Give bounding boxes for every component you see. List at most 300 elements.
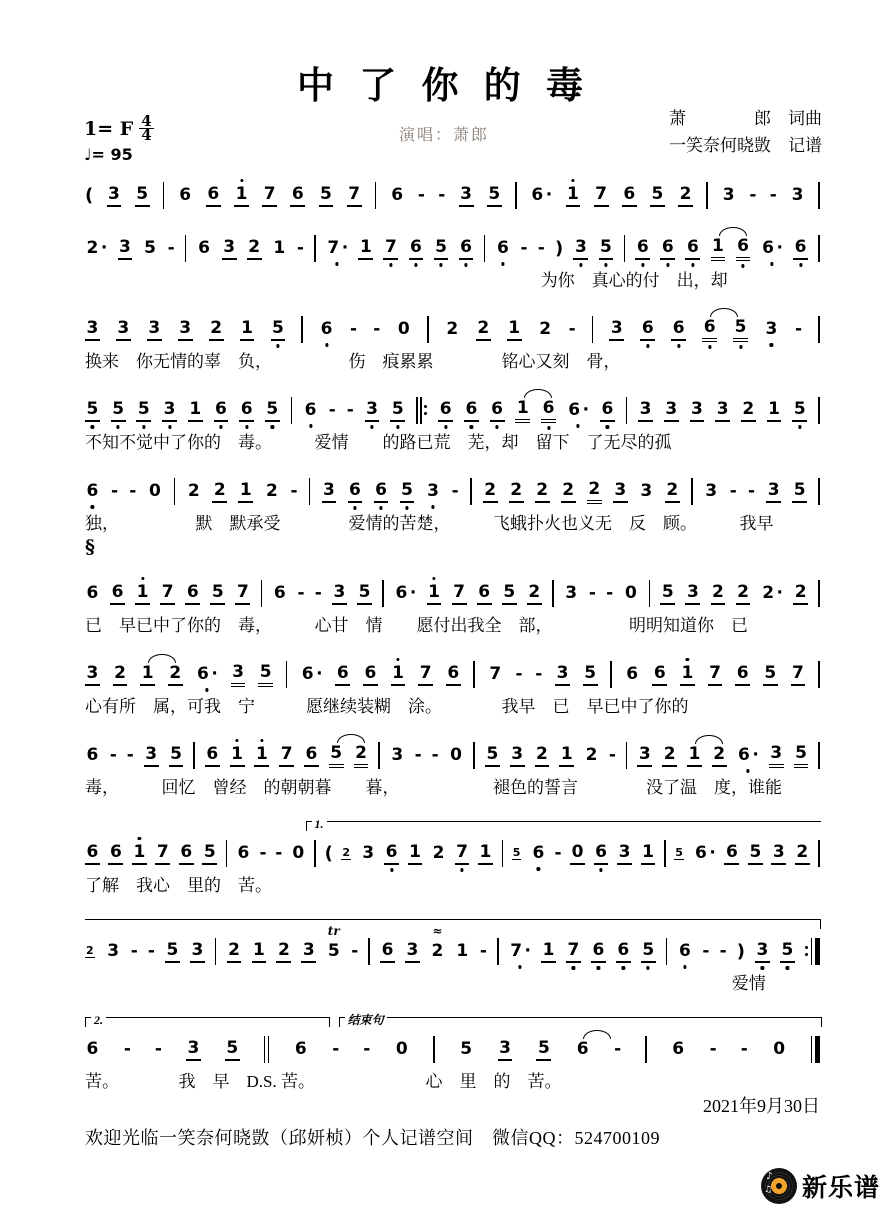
note-digit: 2: [168, 663, 183, 686]
barline: [610, 661, 612, 688]
note-digit: 6: [640, 318, 655, 341]
duration-dash: -: [520, 238, 528, 258]
note: [262, 184, 277, 207]
note-digit: 2: [247, 237, 262, 260]
note-digit: 3: [365, 399, 380, 422]
note: [214, 399, 229, 422]
note: [319, 319, 334, 340]
barline: [286, 661, 288, 688]
note: [573, 237, 588, 260]
note: [390, 399, 405, 422]
note-digit: 3: [427, 480, 439, 501]
note-digit: 6: [464, 399, 479, 422]
note-digit: 2: [712, 744, 727, 767]
note: [555, 663, 570, 686]
augmentation-dot: ·: [524, 940, 531, 961]
note-digit: 2: [793, 582, 808, 605]
note: [160, 582, 175, 605]
note: [155, 842, 170, 865]
note-digit: 2: [665, 480, 680, 503]
note: [374, 480, 389, 503]
note: [737, 745, 759, 766]
note: [464, 399, 479, 422]
note: [591, 940, 606, 963]
volta-bracket-row: [85, 917, 820, 932]
note: [225, 1038, 240, 1061]
duration-dash: -: [154, 1039, 162, 1059]
note-digit: 6: [738, 744, 750, 765]
note-digit: 3: [116, 318, 131, 341]
note: [326, 923, 341, 962]
note: [293, 1039, 308, 1060]
duration-dash: -: [346, 400, 354, 420]
note: [476, 318, 491, 341]
note-digit: 6: [179, 842, 194, 865]
barline-stroke: [382, 580, 384, 607]
logo-brand-text: 新乐谱: [801, 1173, 880, 1202]
note: [384, 842, 399, 865]
music-note-icon: ♫: [763, 1185, 773, 1195]
duration-dash: -: [109, 745, 117, 765]
barline: [805, 938, 820, 965]
note: [85, 318, 100, 341]
note-digit: 3: [322, 480, 337, 503]
barline-stroke: [185, 235, 187, 262]
barline-stroke: [416, 397, 418, 424]
note-digit: 5: [660, 582, 675, 605]
note: [329, 743, 344, 768]
barline: [433, 1036, 435, 1063]
note: [622, 184, 637, 207]
note: [390, 745, 405, 766]
note: [322, 480, 337, 503]
note-digit: 1: [427, 582, 442, 605]
grace-note: 2: [342, 846, 351, 859]
note-digit: 5: [111, 399, 126, 422]
barline-stroke: [664, 840, 666, 867]
note-digit: 2: [535, 480, 550, 503]
augmentation-dot: ·: [776, 582, 783, 603]
note: [240, 318, 255, 341]
barline: [818, 661, 820, 688]
note: [227, 940, 242, 963]
lyrics-line: 苦。 我 早 D.S. 苦。 心 里 的 苦。: [85, 1072, 562, 1091]
barline-stroke: [261, 580, 263, 607]
note: [769, 743, 784, 768]
note-digit: 6: [735, 663, 750, 686]
note: [660, 237, 675, 260]
note: [584, 745, 599, 766]
barline-stroke: [666, 938, 668, 965]
repeat-dots: [805, 946, 808, 956]
note: [326, 238, 348, 259]
note-digit: 5: [485, 744, 500, 767]
music-system-3: [85, 312, 820, 374]
trill-ornament: tr: [327, 923, 340, 938]
note-digit: 2: [585, 744, 598, 765]
note-digit: 6: [108, 842, 123, 865]
note-digit: 1: [273, 237, 286, 258]
note: [258, 662, 273, 687]
barline: [706, 182, 708, 209]
note: [483, 480, 498, 503]
transcription-date: 2021年9月30日: [703, 1096, 820, 1116]
note-digit: 3: [222, 237, 237, 260]
note-digit: 3: [771, 842, 786, 865]
music-system-8: [85, 738, 820, 800]
barline-stroke: [375, 182, 377, 209]
duration-dash: -: [363, 1039, 371, 1059]
grace-note: 2: [86, 944, 94, 957]
note: [570, 842, 585, 865]
tie-arc: [583, 1030, 611, 1039]
barline-stroke: [515, 182, 517, 209]
time-signature: [139, 112, 153, 144]
note: [438, 399, 453, 422]
note-digit: 1: [559, 744, 574, 767]
note-digit: 3: [664, 399, 679, 422]
note: [711, 236, 726, 261]
duration-dash: -: [451, 481, 459, 501]
note-digit: 3: [690, 399, 705, 422]
note-digit: 1: [767, 399, 782, 422]
barline-stroke: [818, 661, 820, 688]
note-digit: 1: [456, 940, 469, 961]
note-digit: 2: [483, 480, 498, 503]
note: [502, 582, 517, 605]
duration-dash: -: [431, 745, 439, 765]
note: [566, 184, 581, 207]
note-digit: 5: [136, 399, 151, 422]
barline: [664, 840, 666, 867]
note: [664, 399, 679, 422]
note: [144, 744, 159, 767]
note: [136, 399, 151, 422]
note-digit: 1: [541, 940, 556, 963]
barline: [427, 316, 429, 343]
tie-arc: [524, 389, 552, 398]
volta-bracket: [306, 817, 822, 831]
note: [617, 842, 632, 865]
note: [380, 940, 395, 963]
barline-stroke: [309, 478, 311, 505]
credit-transcriber: 一笑奈何晓敳 记谱: [669, 136, 822, 155]
duration-dash: -: [290, 481, 298, 501]
note-digit: 6: [702, 317, 717, 342]
note-digit: 3: [498, 1038, 513, 1061]
tie-arc: [148, 654, 176, 663]
note-digit: 6: [594, 842, 609, 865]
note-digit: 2: [762, 582, 775, 603]
note-digit: 6: [290, 184, 305, 207]
note-digit: 6: [635, 237, 650, 260]
barline: [470, 478, 472, 505]
note: [498, 1038, 513, 1061]
note-digit: 6: [198, 237, 211, 258]
barline: [818, 316, 820, 343]
note-digit: 7: [594, 184, 609, 207]
barline: [264, 1036, 270, 1063]
note: [446, 663, 461, 686]
lyrics-line: 独， 默 默承受 爱情的苦楚， 飞蛾扑火也义无 反 顾。 我早: [85, 514, 774, 533]
note: [687, 744, 702, 767]
note-digit: 5: [169, 744, 184, 767]
note: [391, 663, 406, 686]
note: [108, 842, 123, 865]
barline-stroke: [818, 742, 820, 769]
note-digit: 1: [515, 398, 530, 423]
note: [459, 1039, 474, 1060]
note-digit: 2: [509, 480, 524, 503]
barline: [649, 580, 651, 607]
note-digit: 3: [391, 744, 404, 765]
note: [761, 238, 783, 259]
duration-dash: -: [259, 843, 267, 863]
note-digit: 7: [489, 663, 502, 684]
note-digit: 2: [354, 743, 369, 768]
note-digit: 3: [765, 318, 778, 339]
note: [764, 319, 779, 340]
barline: [818, 478, 820, 505]
barline-stroke: [427, 316, 429, 343]
note-digit: 3: [107, 940, 120, 961]
note: [640, 318, 655, 341]
barline: [818, 742, 820, 769]
note-digit: 2: [741, 399, 756, 422]
duration-dash: -: [373, 319, 381, 339]
note: [459, 237, 474, 260]
note: [559, 744, 574, 767]
notation-row: [85, 178, 820, 212]
note-digit: 5: [144, 237, 156, 258]
note-digit: 5: [265, 399, 280, 422]
note-digit: 6: [671, 318, 686, 341]
note: [541, 940, 556, 963]
note: [135, 184, 150, 207]
note: [459, 184, 474, 207]
barline-stroke: [706, 182, 708, 209]
notation-row: [85, 657, 820, 691]
barline: [473, 742, 475, 769]
note: [272, 583, 287, 604]
note: [510, 744, 525, 767]
note-digit: 2: [212, 480, 227, 503]
note-digit: 0: [624, 582, 637, 603]
note-digit: 6: [576, 1038, 589, 1059]
note: [685, 582, 700, 605]
note-digit: 5: [271, 318, 286, 341]
note-digit: 6: [695, 842, 707, 863]
note: [431, 843, 446, 864]
note-digit: 7: [566, 940, 581, 963]
note: [143, 238, 158, 259]
note-digit: 3: [565, 582, 578, 603]
note: [212, 480, 227, 503]
note-digit: 3: [107, 184, 122, 207]
barline-stroke: [645, 1036, 647, 1063]
note-digit: 5: [460, 1038, 473, 1059]
note-digit: 3: [555, 663, 570, 686]
note-digit: 2: [227, 940, 242, 963]
duration-dash: -: [606, 583, 614, 603]
note: [85, 481, 100, 502]
note-digit: 1: [252, 940, 267, 963]
barline-stroke: [193, 742, 195, 769]
note: [791, 663, 806, 686]
note: [741, 399, 756, 422]
barline: [626, 742, 628, 769]
credits: [669, 105, 822, 159]
duration-dash: -: [614, 1039, 622, 1059]
note: [358, 237, 373, 260]
note: [488, 664, 503, 685]
note: [279, 744, 294, 767]
note: [694, 843, 716, 864]
barline: [382, 580, 384, 607]
note-digit: 7: [347, 184, 362, 207]
note: [660, 582, 675, 605]
note-digit: 6: [273, 582, 286, 603]
note: [222, 237, 237, 260]
duration-dash: -: [297, 583, 305, 603]
note: [665, 480, 680, 503]
note: [639, 481, 654, 502]
augmentation-dot: ·: [709, 842, 716, 863]
note-digit: 6: [294, 1038, 307, 1059]
note-digit: 2: [711, 582, 726, 605]
note-digit: 6: [541, 398, 556, 423]
note-digit: 6: [179, 184, 192, 205]
note-digit: 5: [599, 237, 614, 260]
tie-arc: [719, 227, 747, 236]
note-digit: 5: [536, 1038, 551, 1061]
phrase-paren: (: [324, 842, 333, 864]
note-digit: 6: [446, 663, 461, 686]
note: [206, 184, 221, 207]
note-digit: 5: [650, 184, 665, 207]
note-digit: 7: [160, 582, 175, 605]
note-digit: 6: [762, 237, 774, 258]
note: [609, 318, 624, 341]
note-digit: 5: [780, 940, 795, 963]
note: [541, 398, 556, 423]
note: [168, 663, 183, 686]
note-digit: 0: [395, 1038, 408, 1059]
note: [690, 399, 705, 422]
note-digit: 3: [118, 237, 133, 260]
note-digit: 6: [531, 184, 544, 205]
note-digit: 3: [332, 582, 347, 605]
note-digit: 3: [791, 184, 804, 205]
note-digit: 7: [262, 184, 277, 207]
note-digit: 0: [570, 842, 585, 865]
note: [795, 842, 810, 865]
note: [186, 1038, 201, 1061]
note-digit: 2: [476, 318, 491, 341]
note-digit: 1: [254, 744, 269, 767]
note-digit: 6: [616, 940, 631, 963]
note-digit: 3: [755, 940, 770, 963]
augmentation-dot: ·: [545, 184, 553, 205]
barline-stroke: [378, 742, 380, 769]
barline: [515, 182, 517, 209]
notation-row: [85, 923, 820, 968]
note-digit: 0: [292, 842, 305, 863]
note-digit: 1: [238, 480, 253, 503]
note: [354, 743, 369, 768]
lyrics-line: 了解 我心 里的 苦。: [85, 876, 272, 895]
note: [485, 744, 500, 767]
note: [304, 744, 319, 767]
note-digit: 7: [452, 582, 467, 605]
barline: [185, 235, 187, 262]
note: [594, 184, 609, 207]
note-digit: 5: [225, 1038, 240, 1061]
note-digit: 3: [186, 1038, 201, 1061]
note-digit: 6: [86, 582, 99, 603]
note-digit: 5: [327, 940, 340, 961]
barline: [484, 235, 486, 262]
barline: [818, 235, 820, 262]
note-digit: 1: [358, 237, 373, 260]
augmentation-dot: ·: [316, 663, 323, 684]
duration-dash: -: [608, 745, 616, 765]
note-digit: 3: [231, 662, 246, 687]
note: [509, 941, 531, 962]
note-digit: 3: [685, 582, 700, 605]
augmentation-dot: ·: [409, 582, 417, 603]
notation-row: [85, 576, 820, 610]
note-digit: 3: [613, 480, 628, 503]
barline-stroke: [268, 1036, 270, 1063]
note: [613, 480, 628, 503]
note: [430, 923, 445, 962]
note: [736, 582, 751, 605]
barline: [497, 938, 499, 965]
note-digit: 6: [736, 236, 751, 261]
note: [721, 185, 736, 206]
volta-bracket: [85, 1013, 330, 1027]
note: [363, 663, 378, 686]
duration-dash: -: [296, 238, 304, 258]
note: [205, 744, 220, 767]
note-digit: 6: [110, 582, 125, 605]
note: [335, 663, 350, 686]
note: [162, 399, 177, 422]
note: [527, 582, 542, 605]
note: [564, 583, 579, 604]
notation-row: [85, 393, 820, 427]
duration-dash: -: [769, 185, 777, 205]
duration-dash: -: [126, 745, 134, 765]
duration-dash: -: [729, 481, 737, 501]
duration-dash: -: [314, 583, 322, 603]
note: [685, 237, 700, 260]
note-digit: 6: [652, 663, 667, 686]
note: [178, 185, 193, 206]
note: [575, 1039, 590, 1060]
note-digit: 6: [622, 184, 637, 207]
note: [332, 582, 347, 605]
note-digit: 3: [147, 318, 162, 341]
note-digit: 1: [680, 663, 695, 686]
duration-dash: -: [794, 319, 803, 339]
note-digit: 6: [660, 237, 675, 260]
barline-stroke: [301, 316, 303, 343]
note-digit: 2: [662, 744, 677, 767]
duration-dash: -: [350, 319, 358, 339]
duration-dash: -: [111, 481, 119, 501]
